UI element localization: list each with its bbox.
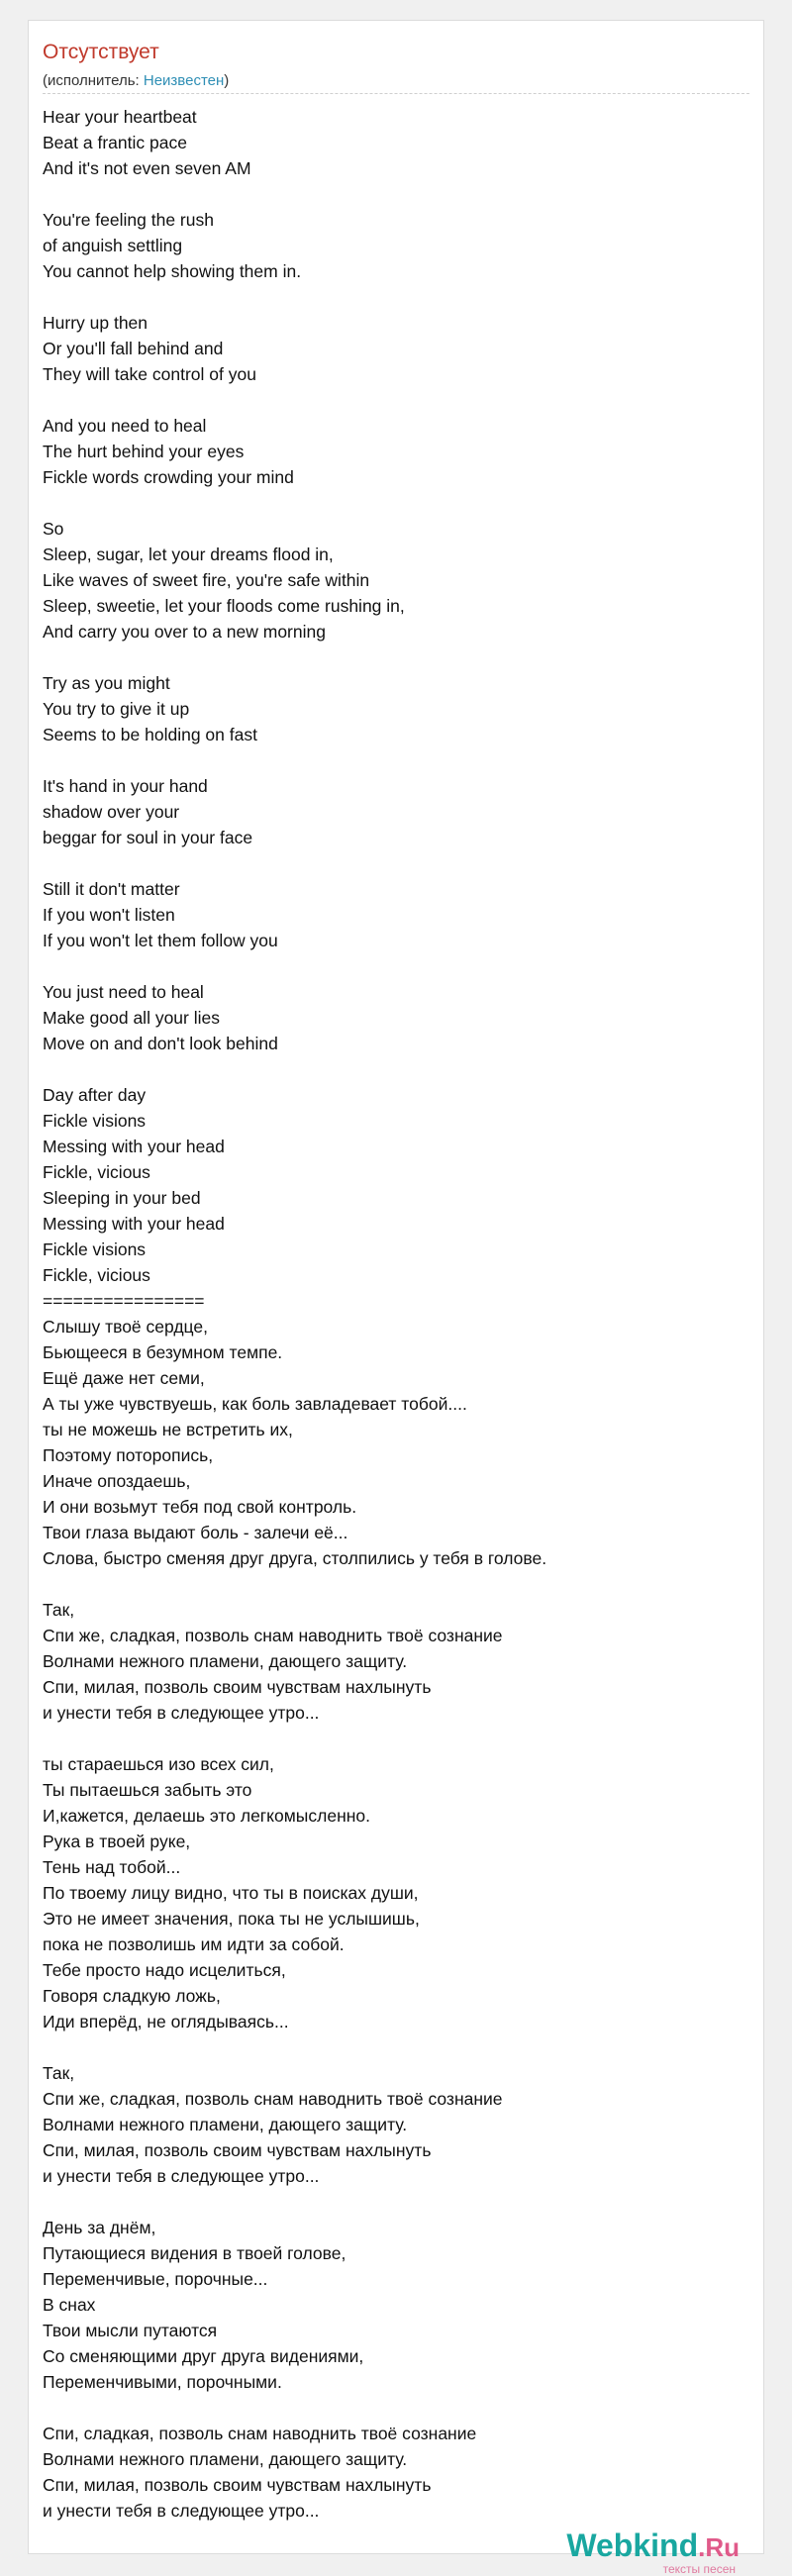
lyric-blank-line xyxy=(43,1726,745,1751)
lyric-line: В снах xyxy=(43,2295,96,2315)
lyric-line: shadow over your xyxy=(43,802,180,822)
lyric-line: Рука в твоей руке, xyxy=(43,1832,191,1851)
lyric-line: You're feeling the rush xyxy=(43,210,214,230)
lyric-line: Ты пытаешься забыть это xyxy=(43,1780,252,1800)
lyric-line: Переменчивыми, порочными. xyxy=(43,2372,282,2392)
lyric-line: ================ xyxy=(43,1291,205,1311)
lyric-line: They will take control of you xyxy=(43,364,256,384)
lyric-line: And it's not even seven AM xyxy=(43,158,251,178)
lyric-line: Messing with your head xyxy=(43,1214,225,1234)
logo-name: Webkind xyxy=(566,2527,699,2563)
lyric-line: Sleep, sugar, let your dreams flood in, xyxy=(43,545,334,564)
lyric-blank-line xyxy=(43,850,745,876)
title-divider xyxy=(43,93,749,94)
lyric-line: You try to give it up xyxy=(43,699,190,719)
lyric-line: ты не можешь не встретить их, xyxy=(43,1420,293,1439)
lyric-line: Like waves of sweet fire, you're safe within xyxy=(43,570,370,590)
lyric-line: Hurry up then xyxy=(43,313,148,333)
lyric-line: Спи же, сладкая, позволь снам наводнить твоё сознание xyxy=(43,2089,503,2109)
lyric-line: You just need to heal xyxy=(43,982,204,1002)
artist-line xyxy=(43,72,229,89)
lyric-blank-line xyxy=(43,2395,745,2421)
lyric-line: Со сменяющими друг друга видениями, xyxy=(43,2346,364,2366)
site-logo[interactable] xyxy=(566,2529,740,2575)
lyric-line: Тебе просто надо исцелиться, xyxy=(43,1960,286,1980)
lyric-line: Still it don't matter xyxy=(43,879,180,899)
artist-prefix: (исполнитель: xyxy=(43,72,144,89)
lyric-blank-line xyxy=(43,1571,745,1597)
lyric-blank-line xyxy=(43,2189,745,2215)
lyric-line: Тень над тобой... xyxy=(43,1857,181,1877)
artist-suffix: ) xyxy=(224,72,230,89)
lyric-line: Слова, быстро сменяя друг друга, столпились у тебя в голове. xyxy=(43,1548,547,1568)
lyric-line: и унести тебя в следующее утро... xyxy=(43,2166,320,2186)
lyric-line: Спи же, сладкая, позволь снам наводнить твоё сознание xyxy=(43,1626,503,1645)
lyric-blank-line xyxy=(43,644,745,670)
lyric-line: Спи, сладкая, позволь снам наводнить твоё сознание xyxy=(43,2424,477,2443)
lyric-line: The hurt behind your eyes xyxy=(43,442,245,461)
lyric-line: Beat a frantic pace xyxy=(43,133,187,152)
lyric-line: Make good all your lies xyxy=(43,1008,220,1028)
lyric-line: It's hand in your hand xyxy=(43,776,208,796)
lyric-line: И они возьмут тебя под свой контроль. xyxy=(43,1497,357,1517)
lyric-line: Move on and don't look behind xyxy=(43,1034,278,1053)
lyrics-card xyxy=(28,20,764,2576)
lyric-line: If you won't listen xyxy=(43,905,175,925)
artist-link[interactable]: Неизвестен xyxy=(143,72,225,89)
lyric-blank-line xyxy=(43,953,745,979)
lyric-line: And carry you over to a new morning xyxy=(43,622,326,642)
lyric-line: ты стараешься изо всех сил, xyxy=(43,1754,274,1774)
lyric-line: Fickle visions xyxy=(43,1111,147,1131)
lyric-line: Это не имеет значения, пока ты не услышишь, xyxy=(43,1909,420,1929)
lyric-line: And you need to heal xyxy=(43,416,207,436)
lyric-line: Так, xyxy=(43,1600,75,1620)
lyric-line: Слышу твоё сердце, xyxy=(43,1317,208,1337)
lyric-line: Day after day xyxy=(43,1085,147,1105)
lyric-line: По твоему лицу видно, что ты в поисках души, xyxy=(43,1883,419,1903)
lyric-blank-line xyxy=(43,284,745,310)
lyric-line: Try as you might xyxy=(43,673,170,693)
lyric-line: Ещё даже нет семи, xyxy=(43,1368,205,1388)
lyric-line: Sleeping in your bed xyxy=(43,1188,201,1208)
lyric-line: Fickle, vicious xyxy=(43,1265,150,1285)
lyric-line: beggar for soul in your face xyxy=(43,828,253,847)
lyric-line: Волнами нежного пламени, дающего защиту. xyxy=(43,2115,408,2134)
lyric-line: Hear your heartbeat xyxy=(43,107,197,127)
lyric-line: Fickle visions xyxy=(43,1239,147,1259)
lyric-line: of anguish settling xyxy=(43,236,183,255)
lyric-line: Seems to be holding on fast xyxy=(43,725,257,744)
lyric-line: You cannot help showing them in. xyxy=(43,261,302,281)
lyric-blank-line xyxy=(43,2034,745,2060)
lyric-line: If you won't let them follow you xyxy=(43,931,278,950)
song-title: Отсутствует xyxy=(43,41,159,63)
lyric-line: Волнами нежного пламени, дающего защиту. xyxy=(43,1651,408,1671)
lyric-line: Бьющееся в безумном темпе. xyxy=(43,1342,283,1362)
lyric-line: Твои мысли путаются xyxy=(43,2321,218,2340)
lyric-line: Путающиеся видения в твоей голове, xyxy=(43,2243,346,2263)
lyric-blank-line xyxy=(43,490,745,516)
lyrics-text xyxy=(43,104,745,2524)
lyric-line: и унести тебя в следующее утро... xyxy=(43,1703,320,1723)
lyric-line: Поэтому поторопись, xyxy=(43,1445,214,1465)
lyric-blank-line xyxy=(43,747,745,773)
lyric-line: Твои глаза выдают боль - залечи её... xyxy=(43,1523,348,1542)
lyric-line: А ты уже чувствуешь, как боль завладевает тобой.... xyxy=(43,1394,467,1414)
lyric-line: Волнами нежного пламени, дающего защиту. xyxy=(43,2449,408,2469)
lyric-line: Спи, милая, позволь своим чувствам нахлынуть xyxy=(43,1677,432,1697)
lyric-line: Говоря сладкую ложь, xyxy=(43,1986,221,2006)
lyric-line: и унести тебя в следующее утро... xyxy=(43,2501,320,2521)
lyric-line: Or you'll fall behind and xyxy=(43,339,224,358)
lyric-line: So xyxy=(43,519,64,539)
logo-tagline: тексты песен xyxy=(662,2562,736,2576)
lyric-line: Так, xyxy=(43,2063,75,2083)
lyric-blank-line xyxy=(43,181,745,207)
lyric-line: Fickle words crowding your mind xyxy=(43,467,294,487)
lyric-blank-line xyxy=(43,1056,745,1082)
lyric-line: Sleep, sweetie, let your floods come rushing in, xyxy=(43,596,405,616)
lyric-blank-line xyxy=(43,387,745,413)
lyric-line: И,кажется, делаешь это легкомысленно. xyxy=(43,1806,370,1826)
lyric-line: Fickle, vicious xyxy=(43,1162,150,1182)
lyric-line: Иначе опоздаешь, xyxy=(43,1471,191,1491)
lyric-line: Спи, милая, позволь своим чувствам нахлынуть xyxy=(43,2140,432,2160)
lyric-line: Спи, милая, позволь своим чувствам нахлынуть xyxy=(43,2475,432,2495)
lyric-line: пока не позволишь им идти за собой. xyxy=(43,1934,345,1954)
lyric-line: День за днём, xyxy=(43,2218,156,2237)
lyric-line: Иди вперёд, не оглядываясь... xyxy=(43,2012,289,2031)
logo-tld: .Ru xyxy=(698,2532,740,2562)
lyric-line: Messing with your head xyxy=(43,1137,225,1156)
lyric-line: Переменчивые, порочные... xyxy=(43,2269,268,2289)
